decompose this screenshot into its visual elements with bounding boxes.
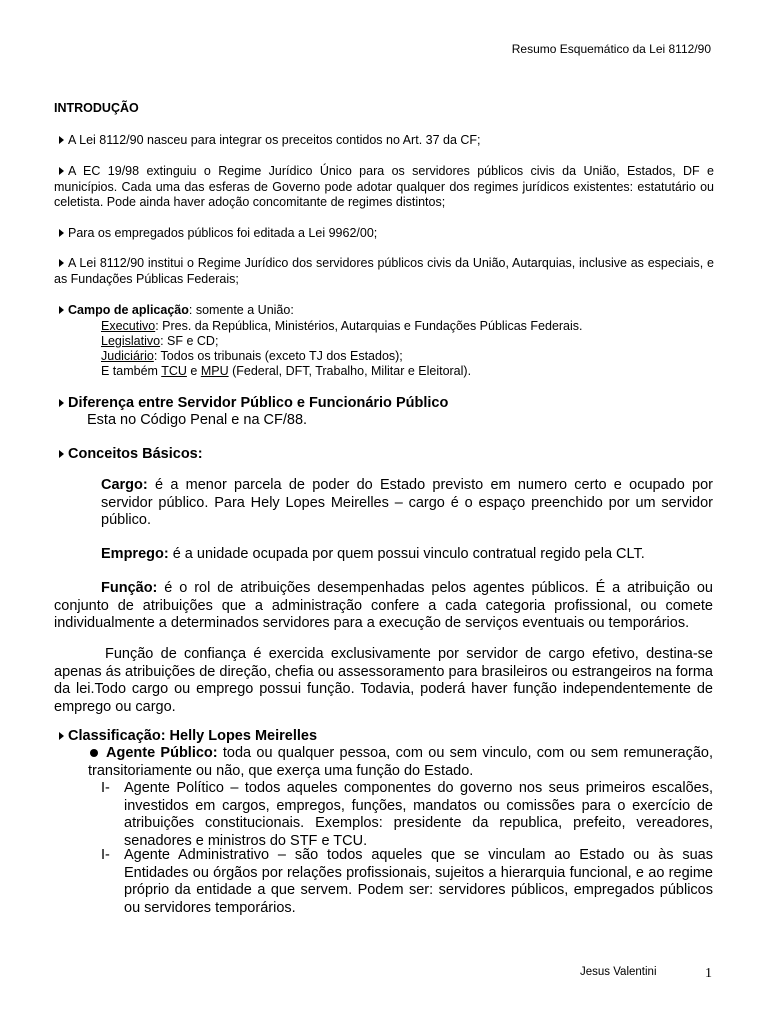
arrow-bullet-icon: [59, 399, 64, 407]
list-item-number: I-: [101, 780, 110, 796]
classificacao-title: Classificação: Helly Lopes Meirelles: [54, 728, 317, 745]
bullet-item: Para os empregados públicos foi editada a Lei 9962/00;: [54, 226, 714, 242]
arrow-bullet-icon: [59, 259, 64, 267]
arrow-bullet-icon: [59, 306, 64, 314]
page-number: 1: [705, 966, 712, 981]
agente-politico: Agente Político – todos aqueles componentes do governo nos seus primeiros escalões, investidos em cargos, empregos, funções, mandatos ou comissões para o exercício de atribuições constitucionais. Exemplos: presidente da republica, prefeito, vereadores, senadores e ministros do STF e TCU.: [124, 780, 713, 849]
bullet-item: A EC 19/98 extinguiu o Regime Jurídico Único para os servidores públicos civis da União, Estados, DF e municípios. Cada uma das esferas de Governo pode adotar qualquer dos regimes jurídicos existentes: estatutário ou celetista. Pode ainda haver adoção concomitante de regimes distintos;: [54, 164, 714, 209]
conceito-funcao: Função: é o rol de atribuições desempenhadas pelos agentes públicos. É a atribuição ou conjunto de atribuições que a administração confere a cada categoria profissional, ou comete individualmente a determinados servidores para a execução de serviços eventuais ou temporários.: [54, 580, 713, 631]
arrow-bullet-icon: [59, 167, 64, 175]
conceitos-title: Conceitos Básicos:: [54, 446, 203, 463]
arrow-bullet-icon: [59, 732, 64, 740]
section-title-introducao: INTRODUÇÃO: [54, 101, 139, 115]
conceito-emprego: Emprego: é a unidade ocupada por quem possui vinculo contratual regido pela CLT.: [101, 546, 645, 562]
bullet-item: A Lei 8112/90 nasceu para integrar os preceitos contidos no Art. 37 da CF;: [54, 133, 714, 149]
campo-aplicacao: Campo de aplicação: somente a União:: [54, 303, 714, 319]
bullet-item: A Lei 8112/90 institui o Regime Jurídico dos servidores públicos civis da União, Autarquias, inclusive as especiais, e as Fundações Públicas Federais;: [54, 256, 714, 286]
circle-bullet-icon: [90, 749, 98, 757]
agente-administrativo: Agente Administrativo – são todos aqueles que se vinculam ao Estado ou às suas Entidades ou órgãos por relações profissionais, sujeitos a hierarquia funcional, e ao regime próprio da entidade a que servem. Podem ser: servidores públicos, empregados públicos ou servidores temporários.: [124, 847, 713, 916]
page-header: Resumo Esquemático da Lei 8112/90: [511, 42, 711, 56]
funcao-confianca: Função de confiança é exercida exclusivamente por servidor de cargo efetivo, destina-se apenas ás atribuições de direção, chefia ou assessoramento para brasileiros ou estrangeiros na forma da lei.Todo cargo ou emprego possui função. Todavia, poderá haver função independentemente de emprego ou cargo.: [54, 646, 713, 715]
arrow-bullet-icon: [59, 136, 64, 144]
arrow-bullet-icon: [59, 450, 64, 458]
conceito-cargo: Cargo: é a menor parcela de poder do Estado previsto em numero certo e ocupado por servidor público. Para Hely Lopes Meirelles – cargo é o espaço preenchido por um servidor público.: [101, 477, 713, 528]
diferenca-title: Diferença entre Servidor Público e Funcionário Público: [54, 395, 448, 412]
campo-legislativo: Legislativo: SF e CD;: [101, 334, 219, 348]
agente-publico: Agente Público: toda ou qualquer pessoa, com ou sem vinculo, com ou sem remuneração, transitoriamente ou não, que exerça uma função do Estado.: [88, 745, 713, 779]
arrow-bullet-icon: [59, 229, 64, 237]
campo-judiciario: Judiciário: Todos os tribunais (exceto TJ dos Estados);: [101, 349, 403, 363]
footer-author: Jesus Valentini: [580, 966, 657, 978]
campo-executivo: Executivo: Pres. da República, Ministérios, Autarquias e Fundações Públicas Federais.: [101, 319, 583, 333]
diferenca-text: Esta no Código Penal e na CF/88.: [87, 412, 308, 428]
campo-tambem: E também TCU e MPU (Federal, DFT, Trabalho, Militar e Eleitoral).: [101, 364, 472, 378]
list-item-number: I-: [101, 847, 110, 863]
